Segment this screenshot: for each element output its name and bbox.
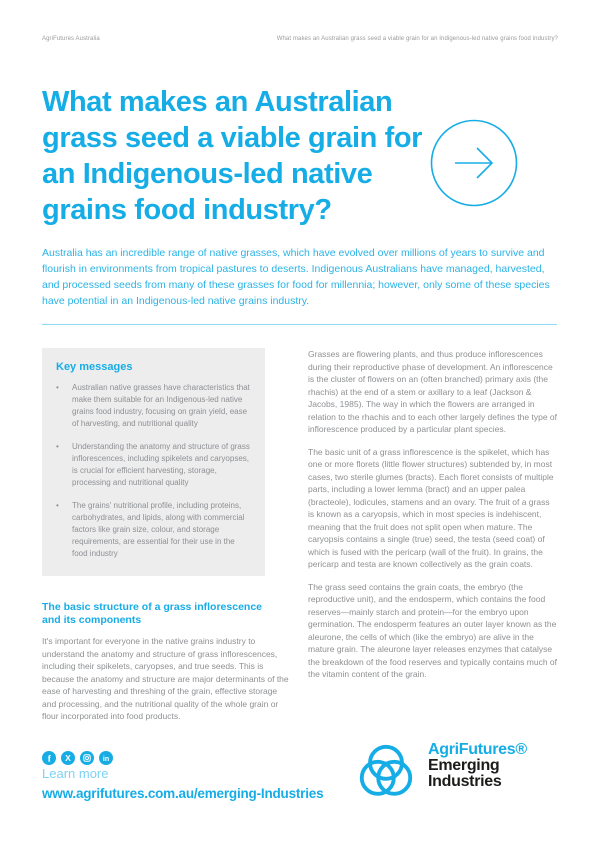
page-title-line: grains food industry?: [42, 194, 332, 226]
x-icon[interactable]: [61, 751, 75, 765]
arrow-right-circle-icon: [430, 119, 518, 207]
footer-url-link[interactable]: www.agrifutures.com.au/emerging-Industries: [42, 786, 324, 801]
bullet-icon: •: [56, 501, 59, 510]
linkedin-icon[interactable]: [99, 751, 113, 765]
page-title-line: grass seed a viable grain for: [42, 122, 423, 154]
bullet-icon: •: [56, 442, 59, 451]
list-item: [56, 382, 251, 430]
section-heading: [42, 601, 290, 627]
logo-subtitle-line2: Industries: [428, 773, 502, 790]
facebook-icon[interactable]: [42, 751, 56, 765]
article-paragraph: Grasses are flowering plants, and thus produce inflorescences during their reproductive phase of development. An inflorescence is the cluster of flowers on an (often branched) primary axis (the rhachis) at the end of a stem or axillary to a leaf (Jackson & Jacobs, 1985). The way in which the flowers are arranged in relation to the rhachis and to each other largely defines the type of inflorescence produced by a particular plant species.: [308, 349, 558, 434]
logo-subtitle-line1: Emerging: [428, 757, 500, 774]
section-heading-line: and its components: [42, 614, 142, 626]
key-message-text: Understanding the anatomy and structure of grass inflorescences, including spikelets and caryopses, is crucial for efficient harvesting, storage, processing and nutritional quality: [72, 442, 250, 487]
key-messages-box: [42, 348, 265, 576]
list-item: [56, 441, 251, 489]
social-links: [42, 751, 113, 765]
list-item: [56, 500, 251, 560]
bullet-icon: •: [56, 383, 59, 392]
key-messages-title: Key messages: [56, 361, 133, 373]
page-title-line: What makes an Australian: [42, 86, 393, 118]
page-title-line: an Indigenous-led native: [42, 158, 373, 190]
agrifutures-logo: [355, 742, 527, 804]
right-column: [308, 348, 558, 733]
section-paragraph: It's important for everyone in the native grains industry to understand the anatomy and structure of grass inflorescences, including their spikelets, caryopses, and true seeds. This is because the anatomy and structure are major determinants of the ease of harvesting and threshing of the grain, effective storage and processing, and the nutritional quality of the whole grain or flour incorporated into food products.: [42, 636, 289, 721]
key-messages-list: [56, 382, 251, 560]
key-message-text: The grains' nutritional profile, including proteins, carbohydrates, and lipids, along with commercial factors like grain size, colour, and storage requirements, are essential for their use in the food industry: [72, 501, 245, 558]
agrifutures-emblem-icon: [355, 742, 417, 804]
instagram-icon[interactable]: [80, 751, 94, 765]
svg-text:f: f: [47, 754, 51, 765]
intro-paragraph: Australia has an incredible range of native grasses, which have evolved over millions of years to survive and flourish in environments from tropical pastures to deserts. Indigenous Australians have managed, harvested, and processed seeds from many of these grasses for food for millennia; however, only some of these species have potential in an Indigenous-led native grains industry.: [42, 247, 550, 307]
key-message-text: Australian native grasses have characteristics that make them suitable for an Indigenous-led native grains food industry, focusing on grain yield, ease of harvesting, and nutritional quality: [72, 383, 250, 428]
logo-text: [428, 742, 527, 790]
section-heading-line: The basic structure of a grass inflorescence: [42, 601, 262, 613]
running-header-right: What makes an Australian grass seed a viable grain for an Indigenous-led native grains food industry?: [276, 36, 558, 42]
article-paragraph: The grass seed contains the grain coats, the embryo (the reproductive unit), and the endosperm, which contains the food reserves—mainly starch and protein—for the embryo upon germination. The endosperm features an outer layer known as the aleurone, the cells of which (like the embryo) are alive in the mature grain. The aleurone layer releases enzymes that catalyse the breakdown of the food reserves and typically contains much of the vitamin content of the grain.: [308, 581, 558, 679]
svg-text:in: in: [102, 756, 110, 763]
divider-rule: [42, 324, 557, 325]
running-header-left: AgriFutures Australia: [42, 36, 100, 42]
svg-text:X: X: [65, 753, 71, 764]
left-column: [42, 348, 290, 733]
content-columns: [42, 348, 558, 733]
article-paragraph: The basic unit of a grass inflorescence is the spikelet, which has one or more florets (little flower structures) subtended by, in most cases, two sterile glumes (bracts). Each floret consists of multiple parts, including a lower lemma (bract) and an upper palea (bracteole), lodicules, stamens and an ovary. The fruit of a grass is known as a caryopsis, which in most species is indehiscent, meaning that the fruit does not split open when mature. The caryopsis contains a single (true) seed, the testa (seed coat) of which is fused with the pericarp (wall of the fruit). In grains, the pericarp and testa are known collectively as the grain coats.: [308, 446, 554, 569]
learn-more-label: Learn more: [42, 766, 109, 781]
running-header: [42, 36, 558, 42]
logo-brand-name: AgriFutures®: [428, 741, 527, 758]
page-title: [42, 84, 452, 228]
